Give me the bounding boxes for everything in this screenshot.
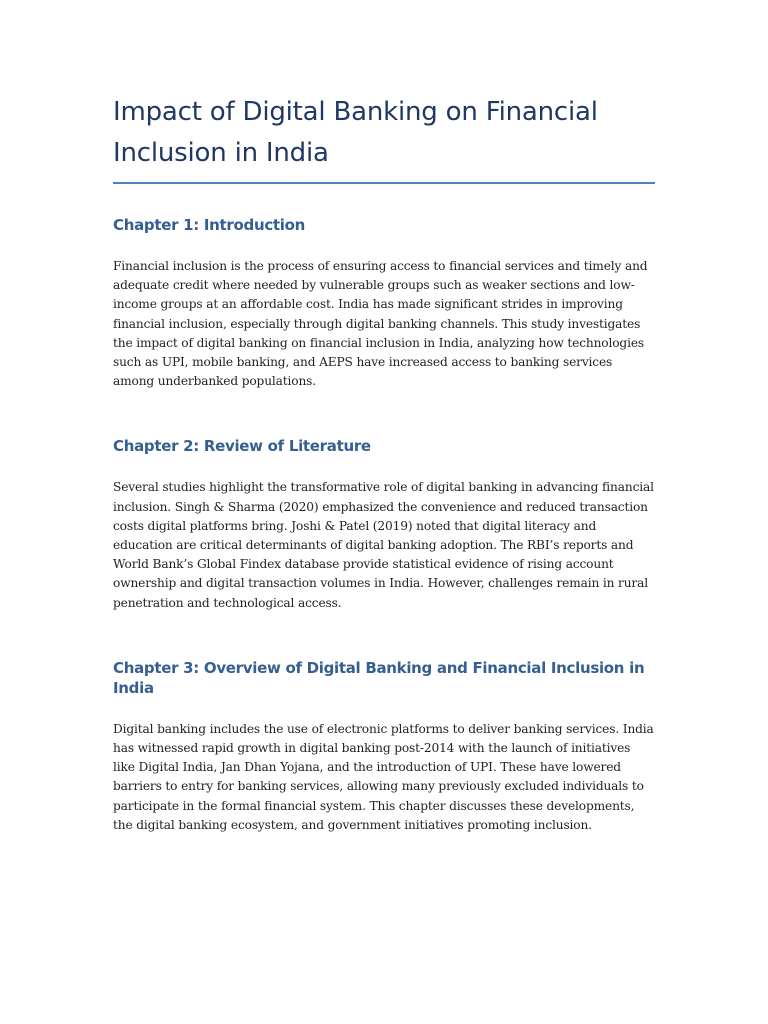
- chapter-3-heading: Chapter 3: Overview of Digital Banking and Financial Inclusion in India: [113, 658, 645, 697]
- chapter-2-body: Several studies highlight the transformative role of digital banking in advancing financial inclusion. Singh & Sharma (2020) emphasized the convenience and reduced transaction costs digital platforms bring. Joshi & Patel (2019) noted that digital literacy and education are critical determinants of digital banking adoption. The RBI’s reports and World Bank’s Global Findex database provide statistical evidence of rising account ownership and digital transaction volumes in India. However, challenges remain in rural penetration and technological access.: [113, 480, 654, 610]
- chapter-1-heading: Chapter 1: Introduction: [113, 216, 306, 234]
- title-underline: [113, 182, 655, 184]
- document-content: [113, 92, 655, 835]
- chapter-3-body: Digital banking includes the use of electronic platforms to deliver banking services. India has witnessed rapid growth in digital banking post-2014 with the launch of initiatives like Digital India, Jan Dhan Yojana, and the introduction of UPI. These have lowered barriers to entry for banking services, allowing many previously excluded individuals to participate in the formal financial system. This chapter discusses these developments, the digital banking ecosystem, and government initiatives promoting inclusion.: [113, 721, 654, 832]
- chapter-2-heading: Chapter 2: Review of Literature: [113, 437, 371, 456]
- chapter-1-body: Financial inclusion is the process of ensuring access to financial services and timely and adequate credit where needed by vulnerable groups such as weaker sections and low-income groups at an affordable cost. India has made significant strides in improving financial inclusion, especially through digital banking channels. This study investigates the impact of digital banking on financial inclusion in India, analyzing how technologies such as UPI, mobile banking, and AEPS have increased access to banking services among underbanked populations.: [113, 259, 648, 389]
- document-title: Impact of Digital Banking on Financial Inclusion in India: [113, 97, 598, 168]
